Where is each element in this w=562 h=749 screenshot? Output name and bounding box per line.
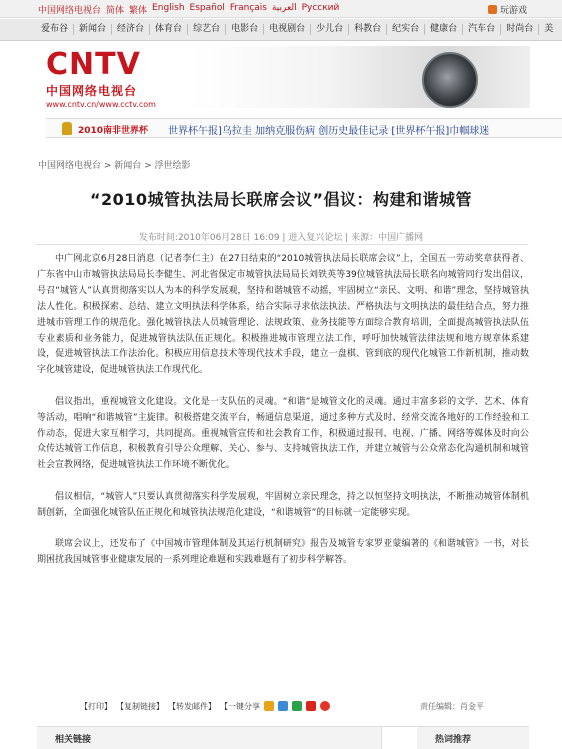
link-traditional[interactable]: 繁体: [129, 6, 148, 16]
nav-item[interactable]: 纪实台: [387, 24, 425, 35]
article-title: “2010城管执法局长联席会议”倡议：构建和谐城管: [89, 190, 473, 209]
ticker-brand[interactable]: 2010南非世界杯: [78, 126, 149, 136]
forward-mail-button[interactable]: 【转发邮件】: [168, 701, 216, 711]
nav-item[interactable]: 综艺台: [188, 24, 226, 35]
nav-item[interactable]: 少儿台: [311, 24, 349, 35]
logo-mark: CNTV: [46, 47, 141, 82]
nav-item[interactable]: 电影台: [226, 24, 264, 35]
gamepad-icon: [488, 5, 497, 14]
news-ticker: [46, 118, 562, 138]
share-qzone-icon[interactable]: [264, 701, 274, 711]
share-renren-icon[interactable]: [292, 701, 302, 711]
article-paragraph: 倡议相信，“城管人”只要认真贯彻落实科学发展观，牢固树立亲民理念，持之以恒坚持文明执法，不断推动城管体制机制创新，全面强化城管队伍正规化和城管执法规范化建设，“和谐城管”的目标就一定能够实现。: [37, 491, 529, 518]
link-cntv-home[interactable]: 中国网络电视台: [38, 6, 102, 16]
link-russian[interactable]: Русский: [301, 3, 340, 13]
nav-item[interactable]: 美: [544, 24, 554, 34]
games-label: 玩游戏: [500, 6, 528, 16]
nav-item[interactable]: 体育台: [150, 24, 188, 35]
language-links: [38, 3, 339, 16]
link-arabic[interactable]: العربية: [271, 3, 297, 13]
nav-item[interactable]: 健康台: [425, 24, 463, 35]
link-simplified[interactable]: 简体: [106, 6, 125, 16]
footer-boxes: [37, 726, 529, 749]
link-english[interactable]: English: [152, 3, 185, 13]
channel-nav: [0, 19, 562, 41]
print-button[interactable]: 【打印】: [80, 701, 112, 711]
watch-image: [422, 52, 478, 108]
copy-link-button[interactable]: 【复制链接】: [116, 701, 164, 711]
share-label: 【一键分享: [220, 701, 260, 711]
hot-words-box: [417, 727, 529, 749]
nav-item[interactable]: 汽车台: [463, 24, 501, 35]
site-header: [0, 42, 562, 114]
nav-item[interactable]: 经济台: [112, 24, 150, 35]
editor-credit: 责任编辑：肖金平: [420, 702, 484, 711]
article-meta: 发布时间:2010年06月28日 16:09 | 进入复兴论坛 | 来源：中国广播网: [138, 233, 424, 243]
logo-url: www.cntv.cn/www.cctv.com: [46, 100, 156, 109]
nav-item[interactable]: 爱布谷: [36, 24, 74, 35]
nav-item[interactable]: 时尚台: [501, 24, 539, 35]
hot-words-heading: 热词推荐: [435, 735, 472, 745]
link-espanol[interactable]: Español: [189, 3, 225, 13]
nav-item[interactable]: 电视剧台: [264, 24, 311, 35]
share-weibo-icon[interactable]: [320, 701, 330, 711]
top-language-bar: [0, 0, 562, 18]
games-link[interactable]: [488, 3, 527, 16]
cntv-logo[interactable]: [46, 47, 176, 110]
article-paragraph: 中广网北京6月28日消息（记者李仁主）在27日结束的“2010城管执法局长联席会议”上，全国五一劳动奖章获得者、广东省中山市城管执法局局长李健生、河北省保定市城管执法局局长刘铁英等39位城管执法局长联名向城管同行发出倡议，号召“城管人”认真贯彻落实以人为本的科学发展观，坚持和谐城管不动摇，牢固树立“亲民、文明、和谐”理念，坚持城管执法人性化。积极探索、总结、建立文明执法科学体系，结合实际寻求依法执法、严格执法与文明执法的最佳结合点，努力推进城市管理工作的规范化。强化城管执法人员城管理论、法规政策、业务技能等方面综合教育培训，全面提高城管执法队伍专业素质和业务能力，促进城管执法队伍正规化。积极推进城市管理立法工作，呼吁加快城管法律法规和地方规章体系建设，促进城管执法工作法治化。积极应用信息技术等现代技术手段，建立一盘棋、管到底的现代化城管工作新机制，推动数字化城管建设，促进城管执法工作现代化。: [37, 254, 529, 376]
link-francais[interactable]: Français: [229, 3, 267, 13]
share-kaixin-icon[interactable]: [278, 701, 288, 711]
ticker-headlines[interactable]: 世界杯午报]乌拉圭 加纳克服伤病 创历史最佳记录 [世界杯午报]巾帼球迷: [168, 126, 490, 137]
breadcrumb[interactable]: 中国网络电视台 > 新闻台 > 浮世绘影: [38, 161, 191, 171]
share-douban-icon[interactable]: [306, 701, 316, 711]
article-paragraph: 倡议指出，重视城管文化建设。文化是一支队伍的灵魂。“和谐”是城管文化的灵魂。通过丰富多彩的文学、艺术、体育等活动，唱响“和谐城管”主旋律。积极搭建交流平台，畅通信息渠道，通过多种方式及时、经常交流各地好的工作经验和工作动态，促进大家互相学习，共同提高。重视城管宣传和社会教育工作，积极通过报刊、电视、广播、网络等媒体及时向公众传达城管工作信息，积极教育引导公众理解、关心、参与、支持城管执法工作，并建立城管与公众常态化沟通机制和城管社会宣教网络，促进城管执法工作环境不断优化。: [37, 396, 529, 471]
nav-item[interactable]: 科教台: [349, 24, 387, 35]
article-body: [37, 252, 529, 569]
related-links-box: [37, 727, 382, 749]
related-links-heading: 相关链接: [55, 735, 92, 745]
article-paragraph: 联席会议上，还发布了《中国城市管理体制及其运行机制研究》报告及城管专家罗亚蒙编著的《和谐城管》一书，对长期困扰我国城管事业健康发展的一系列理论难题和实践难题有了初步科学解答。: [37, 539, 529, 565]
banner-ad[interactable]: [190, 46, 530, 108]
divider: [36, 244, 528, 245]
logo-name: 中国网络电视台: [46, 84, 138, 98]
trophy-icon: [62, 122, 72, 135]
nav-item[interactable]: 新闻台: [74, 24, 112, 35]
